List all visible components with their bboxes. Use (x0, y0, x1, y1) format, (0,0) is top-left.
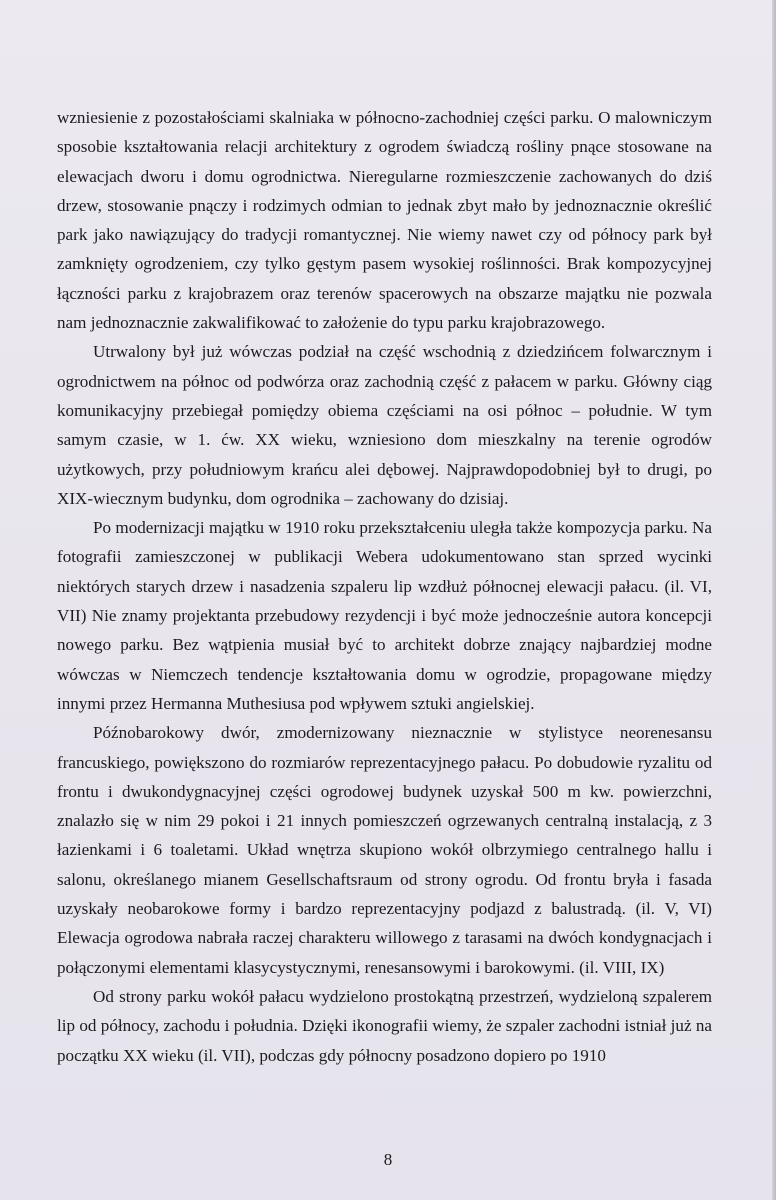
page-number: 8 (383, 1150, 393, 1169)
paragraph: Po modernizacji majątku w 1910 roku przekształceniu uległa także kompozycja parku. Na fotografii zamieszczonej w publikacji Webera udokumentowano stan sprzed wycinki niektórych starych drzew i nasadzenia szpaleru lip wzdłuż północnej elewacji pałacu. (il. VI, VII) Nie znamy projektanta przebudowy rezydencji i być może jednocześnie autora koncepcji nowego parku. Bez wątpienia musiał być to architekt dobrze znający najbardziej modne wówczas w Niemczech tendencje kształtowania domu w ogrodzie, propagowane między innymi przez Hermanna Muthesiusa pod wpływem sztuki angielskiej. (57, 518, 712, 713)
paragraph: Utrwalony był już wówczas podział na część wschodnią z dziedzińcem folwarcznym i ogrodnictwem na północ od podwórza oraz zachodnią część z pałacem w parku. Główny ciąg komunikacyjny przebiegał pomiędzy obiema częściami na osi północ – południe. W tym samym czasie, w 1. ćw. XX wieku, wzniesiono dom mieszkalny na terenie ogrodów użytkowych, przy południowym krańcu alei dębowej. Najprawdopodobniej był to drugi, po XIX-wiecznym budynku, dom ogrodnika – zachowany do dzisiaj. (57, 342, 712, 508)
paragraph: Od strony parku wokół pałacu wydzielono prostokątną przestrzeń, wydzieloną szpalerem lip od północy, zachodu i południa. Dzięki ikonografii wiemy, że szpaler zachodni istniał już na początku XX wieku (il. VII), podczas gdy północny posadzono dopiero po 1910 (57, 986, 712, 1065)
body-text (57, 103, 712, 1070)
paragraph: Późnobarokowy dwór, zmodernizowany nieznacznie w stylistyce neorenesansu francuskiego, powiększono do rozmiarów reprezentacyjnego pałacu. Po dobudowie ryzalitu od frontu i dwukondygnacyjnej części ogrodowej budynek uzyskał 500 m kw. powierzchni, znalazło się w nim 29 pokoi i 21 innych pomieszczeń ogrzewanych centralną instalacją, z 3 łazienkami i 6 toaletami. Układ wnętrza skupiono wokół olbrzymiego centralnego hallu i salonu, określanego mianem Gesellschaftsraum od strony ogrodu. Od frontu bryła i fasada uzyskały neobarokowe formy i bardzo reprezentacyjny podjazd z balustradą. (il. V, VI) Elewacja ogrodowa nabrała raczej charakteru willowego z tarasami na dwóch kondygnacjach i połączonymi elementami klasycystycznymi, renesansowymi i barokowymi. (il. VIII, IX) (57, 723, 712, 977)
page-edge (772, 0, 776, 1200)
paragraph-continued: wzniesienie z pozostałościami skalniaka w północno-zachodniej części parku. O malowniczym sposobie kształtowania relacji architektury z ogrodem świadczą rośliny pnące stosowane na elewacjach dworu i domu ogrodnictwa. Nieregularne rozmieszczenie zachowanych do dziś drzew, stosowanie pnączy i rodzimych odmian to jednak zbyt mało by jednoznacznie określić park jako nawiązujący do tradycji romantycznej. Nie wiemy nawet czy od północy park był zamknięty ogrodzeniem, czy tylko gęstym pasem wysokiej roślinności. Brak kompozycyjnej łączności parku z krajobrazem oraz terenów spacerowych na obszarze majątku nie pozwala nam jednoznacznie zakwalifikować to założenie do typu parku krajobrazowego. (57, 108, 712, 333)
